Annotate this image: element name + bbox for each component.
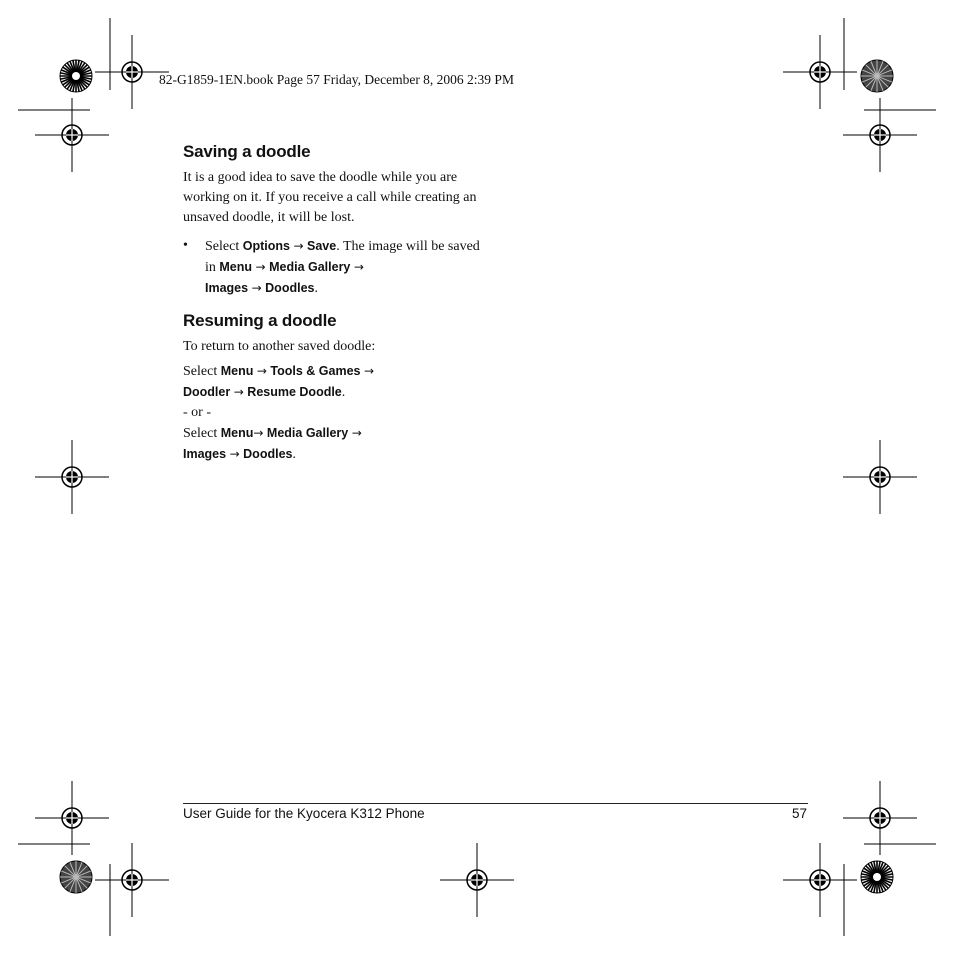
menu-option-media-gallery: Media Gallery xyxy=(266,426,349,440)
arrow-right-icon: → xyxy=(253,426,264,440)
saving-bullet: • Select Options → Save. The image will be saved in Menu → Media Gallery → Images → Doodles. xyxy=(183,238,480,296)
starburst-icon xyxy=(60,60,92,92)
resume-path-2: Select Menu→ Media Gallery → Images → Doodles. xyxy=(183,426,362,462)
section-title-saving: Saving a doodle xyxy=(183,142,311,161)
registration-mark-icon xyxy=(783,35,857,109)
registration-mark-icon xyxy=(95,35,169,109)
or-separator: - or - xyxy=(183,405,211,420)
resuming-intro: To return to another saved doodle: xyxy=(183,339,376,354)
starburst-icon xyxy=(861,60,893,92)
menu-option-menu: Menu xyxy=(219,260,253,274)
footer-title: User Guide for the Kyocera K312 Phone xyxy=(183,806,425,821)
menu-option-save: Save xyxy=(307,239,337,253)
menu-option-resume-doodle: Resume Doodle xyxy=(247,385,342,399)
page-number: 57 xyxy=(792,806,808,821)
menu-option-menu: Menu xyxy=(220,426,254,440)
menu-option-doodler: Doodler xyxy=(183,385,231,399)
saving-paragraph: It is a good idea to save the doodle while you are working on it. If you receive a call while creating an unsaved doodle, it will be lost. xyxy=(183,170,477,225)
starburst-icon xyxy=(861,861,893,893)
registration-mark-icon xyxy=(440,843,514,917)
arrow-right-icon: → xyxy=(251,281,262,295)
menu-option-tools-games: Tools & Games xyxy=(270,364,361,378)
arrow-right-icon: → xyxy=(255,260,266,274)
registration-mark-icon xyxy=(35,440,109,514)
registration-mark-icon xyxy=(843,440,917,514)
resume-path-1: Select Menu → Tools & Games → Doodler → Resume Doodle. xyxy=(183,364,375,400)
arrow-right-icon: → xyxy=(229,447,240,461)
arrow-right-icon: → xyxy=(233,385,244,399)
starburst-icon xyxy=(60,861,92,893)
menu-option-doodles: Doodles xyxy=(265,281,315,295)
registration-mark-icon xyxy=(783,843,857,917)
menu-option-images: Images xyxy=(183,447,227,461)
menu-option-media-gallery: Media Gallery xyxy=(269,260,351,274)
arrow-right-icon: → xyxy=(256,364,267,378)
menu-option-menu: Menu xyxy=(220,364,254,378)
arrow-right-icon: → xyxy=(293,239,304,253)
section-title-resuming: Resuming a doodle xyxy=(183,311,337,330)
menu-option-images: Images xyxy=(205,281,249,295)
registration-mark-icon xyxy=(35,98,109,172)
registration-mark-icon xyxy=(843,98,917,172)
print-header-stamp: 82-G1859-1EN.book Page 57 Friday, December 8, 2006 2:39 PM xyxy=(159,72,514,87)
footer-divider xyxy=(183,803,808,804)
bullet-icon: • xyxy=(183,238,188,253)
arrow-right-icon: → xyxy=(351,426,362,440)
registration-mark-icon xyxy=(95,843,169,917)
arrow-right-icon: → xyxy=(353,260,364,274)
menu-option-options: Options xyxy=(242,239,290,253)
section-resuming xyxy=(183,311,483,465)
page-content xyxy=(183,142,483,465)
arrow-right-icon: → xyxy=(364,364,375,378)
menu-option-doodles: Doodles xyxy=(243,447,293,461)
